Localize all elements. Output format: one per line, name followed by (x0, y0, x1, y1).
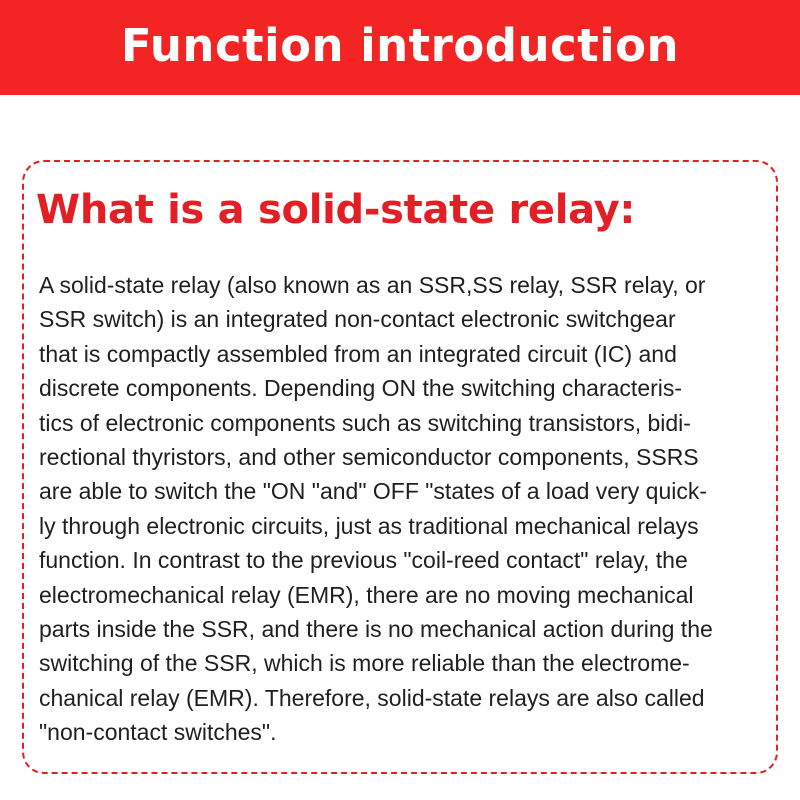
paragraph-line: ly through electronic circuits, just as traditional mechanical relays (39, 512, 699, 539)
paragraph-line: "non-contact switches". (39, 719, 277, 746)
paragraph-line: parts inside the SSR, and there is no mechanical action during the (39, 615, 713, 642)
section-title: What is a solid-state relay: (36, 187, 636, 233)
paragraph-line: chanical relay (EMR). Therefore, solid-state relays are also called (39, 684, 705, 711)
paragraph-line: discrete components. Depending ON the switching characteris- (39, 375, 683, 402)
paragraph-line: that is compactly assembled from an integrated circuit (IC) and (39, 340, 677, 367)
paragraph-line: are able to switch the "ON "and" OFF "states of a load very quick- (39, 478, 707, 505)
paragraph-line: switching of the SSR, which is more reliable than the electrome- (39, 650, 690, 677)
header-title: Function introduction (120, 18, 680, 72)
header-banner (0, 0, 800, 95)
paragraph-line: electromechanical relay (EMR), there are no moving mechanical (39, 581, 694, 608)
paragraph-line: function. In contrast to the previous "coil-reed contact" relay, the (39, 547, 688, 574)
description-paragraph (39, 268, 764, 749)
paragraph-line: A solid-state relay (also known as an SSR,SS relay, SSR relay, or (39, 272, 706, 298)
paragraph-line: rectional thyristors, and other semiconductor components, SSRS (39, 443, 699, 470)
paragraph-line: tics of electronic components such as switching transistors, bidi- (39, 409, 691, 436)
paragraph-line: SSR switch) is an integrated non-contact electronic switchgear (39, 306, 676, 333)
